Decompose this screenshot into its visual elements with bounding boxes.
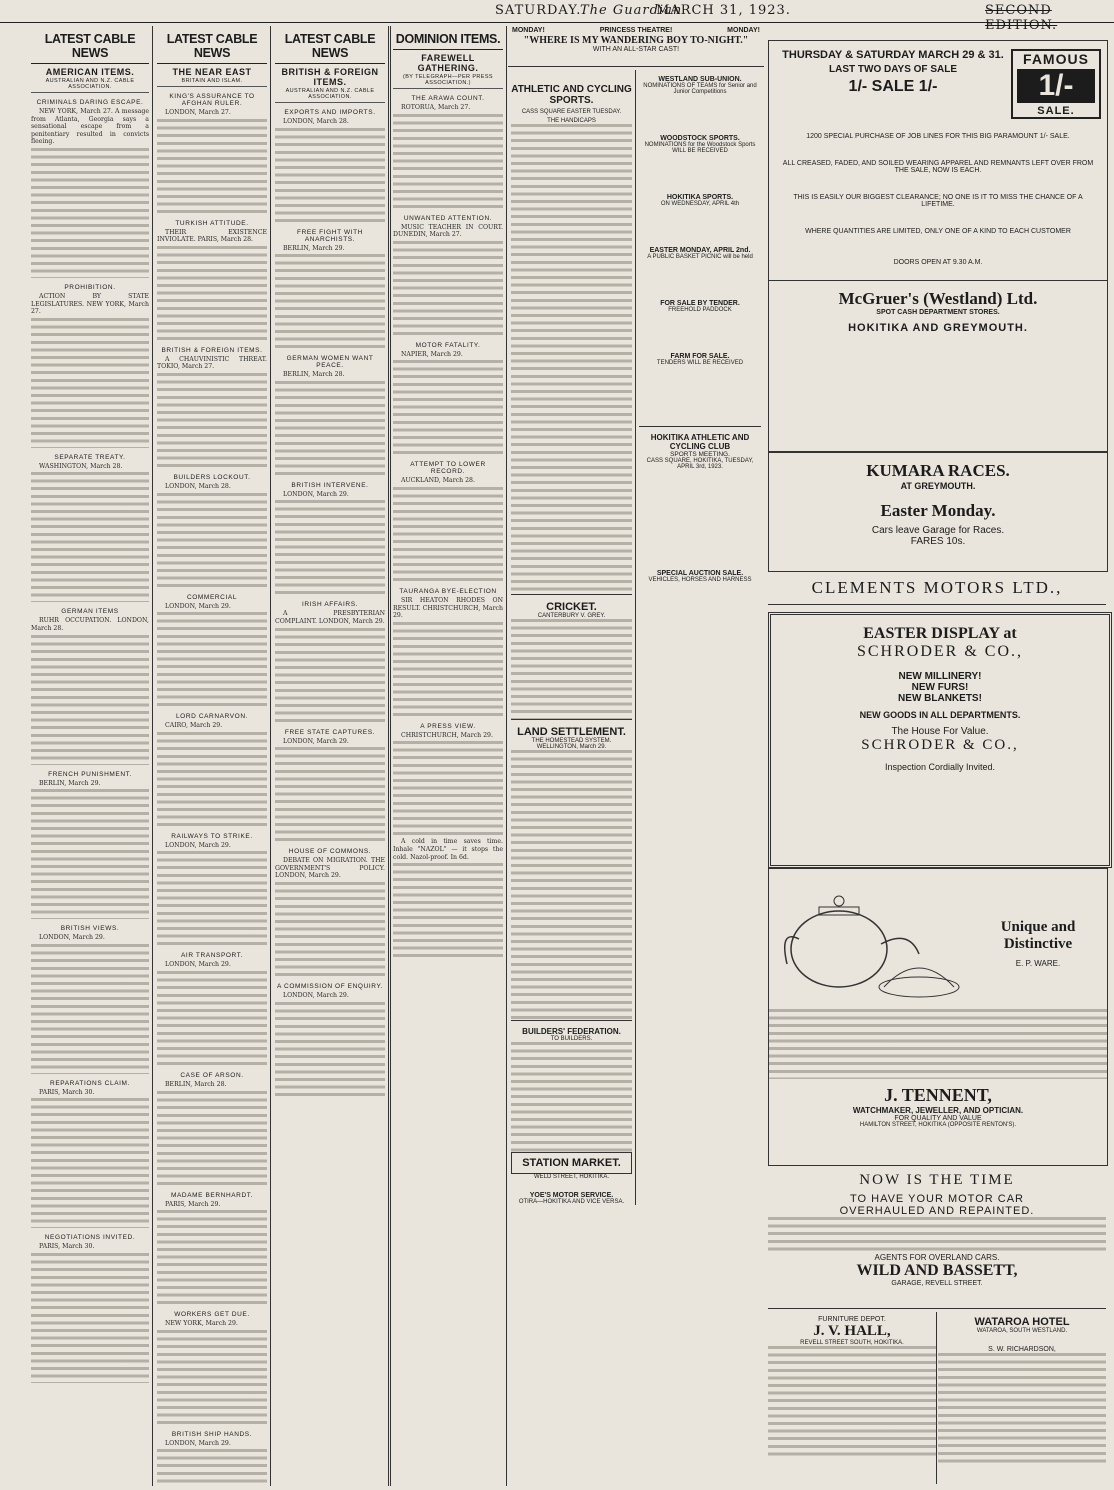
wild-garage: GARAGE, REVELL STREET. [891, 1280, 983, 1287]
athletic-ad-sub2: THE HANDICAPS [547, 118, 596, 124]
article-headline: CRIMINALS DARING ESCAPE. [36, 99, 144, 106]
article-dateline: NEW YORK, March 29. [165, 1320, 238, 1328]
sale-dates: THURSDAY & SATURDAY MARCH 29 & 31. [782, 49, 1004, 61]
article-body [157, 612, 267, 707]
news-column-2 [154, 26, 271, 1486]
cricket-title: CRICKET. [511, 594, 632, 613]
ep-ware: E. P. WARE. [1015, 959, 1061, 968]
article-body [157, 493, 267, 588]
tennent-trade: WATCHMAKER, JEWELLER, AND OPTICIAN. [852, 1106, 1024, 1115]
station-market-title: STATION MARKET. [511, 1152, 632, 1174]
column-masthead: LATEST CABLE NEWS [275, 26, 385, 64]
article-dateline: LONDON, March 29. [165, 1439, 231, 1447]
westland-title: WESTLAND SUB-UNION. [658, 76, 742, 83]
land-settlement-title: LAND SETTLEMENT. [511, 719, 632, 738]
motor-line1: TO HAVE YOUR MOTOR CAR [850, 1193, 1024, 1205]
westland-text: NOMINATIONS OF TEAMS for Senior and Junior Competitions [643, 83, 757, 95]
article-headline: MOTOR FATALITY. [415, 341, 481, 349]
publication-day: SATURDAY. [495, 3, 582, 18]
article-dateline: WASHINGTON, March 28. [39, 462, 123, 470]
article-body [157, 246, 267, 341]
kumara-day: Easter Monday. [880, 501, 996, 520]
article-dateline: CHRISTCHURCH, March 29. [401, 731, 493, 739]
motor-service-title: YOE'S MOTOR SERVICE. [529, 1192, 614, 1199]
article-dateline: PARIS, March 29. [165, 1200, 221, 1208]
article-dateline: PARIS, March 30. [39, 1243, 95, 1251]
article-body [31, 318, 149, 448]
builders-text: TO BUILDERS. [550, 1036, 593, 1042]
article-body [275, 747, 385, 842]
article-dateline: ACTION BY STATE LEGISLATURES. NEW YORK, March 27. [31, 292, 149, 316]
tennent-address: HAMILTON STREET, HOKITIKA (OPPOSITE RENTON'S). [859, 1122, 1017, 1128]
article-dateline: LONDON, March 29. [165, 841, 231, 849]
mcgruers-ad [768, 40, 1108, 452]
article-headline: IRISH AFFAIRS. [301, 601, 359, 609]
easter-monday-text: A PUBLIC BASKET PICNIC will be held [647, 254, 753, 260]
news-column-1 [28, 26, 153, 1486]
article-dateline: LONDON, March 29. [165, 602, 231, 610]
motor-service-text: OTIRA—HOKITIKA AND VICE VERSA. [518, 1199, 625, 1205]
article-headline: A COMMISSION OF ENQUIRY. [277, 982, 383, 990]
schroder-name: SCHRODER & CO., [856, 643, 1024, 660]
article-body [31, 635, 149, 765]
article-body [31, 472, 149, 602]
hokitika-athletic-title: HOKITIKA ATHLETIC AND CYCLING CLUB [639, 426, 761, 451]
wataroa-title: WATAROA HOTEL [974, 1316, 1070, 1328]
doors-open: DOORS OPEN AT 9.30 A.M. [893, 259, 983, 266]
news-column-3 [272, 26, 389, 1486]
article-headline: TURKISH ATTITUDE. [175, 219, 249, 227]
column-section: AMERICAN ITEMS. [45, 67, 135, 77]
inspection-invited: Inspection Cordially Invited. [884, 762, 996, 772]
article-dateline: BERLIN, March 29. [283, 244, 345, 252]
overland-agents: AGENTS FOR OVERLAND CARS. [874, 1253, 1000, 1262]
article-headline: BRITISH SHIP HANDS. [171, 1430, 253, 1438]
athletic-ad-sub: CASS SQUARE EASTER TUESDAY. [521, 109, 622, 115]
article-body [275, 628, 385, 723]
article-dateline: PARIS, March 30. [39, 1088, 95, 1096]
article-headline: UNWANTED ATTENTION. [403, 214, 493, 222]
wataroa-sub: WATAROA, SOUTH WESTLAND. [976, 1328, 1068, 1334]
builders-title: BUILDERS' FEDERATION. [511, 1020, 632, 1036]
motor-car-ad [768, 1168, 1106, 1309]
article-dateline: MUSIC TEACHER IN COURT. DUNEDIN, March 27. [393, 223, 503, 239]
film-subtitle: WITH AN ALL-STAR CAST! [592, 46, 680, 53]
hokitika-sports-text: ON WEDNESDAY, APRIL 4th [660, 201, 740, 207]
new-millinery: NEW MILLINERY! [898, 671, 982, 682]
article-headline: ATTEMPT TO LOWER RECORD. [410, 461, 486, 476]
house-for-value: The House For Value. [891, 726, 989, 737]
article-headline: CASE OF ARSON. [180, 1071, 244, 1079]
article-body [157, 851, 267, 946]
tennent-filler [769, 1009, 1107, 1079]
article-body [393, 863, 503, 958]
princess-theatre-ad [508, 26, 764, 67]
article-dateline: A PRESBYTERIAN COMPLAINT. LONDON, March 29. [275, 610, 385, 625]
article-headline: FRENCH PUNISHMENT. [48, 770, 132, 778]
article-dateline: NEW YORK, March 27. A message from Atlanta, Georgia says a sensational escape from a penitentiary resulted in convicts fleeing. [31, 108, 149, 146]
tennent-quality: FOR QUALITY AND VALUE [894, 1115, 982, 1122]
kumara-title: KUMARA RACES. [866, 461, 1010, 480]
article-body [275, 128, 385, 223]
article-body [275, 882, 385, 977]
article-headline: BRITISH INTERVENE. [291, 481, 369, 489]
clements-motors: CLEMENTS MOTORS LTD., [768, 572, 1106, 605]
column-section: FAREWELL GATHERING. [417, 53, 479, 73]
article-body [157, 373, 267, 468]
article-body [157, 971, 267, 1066]
wataroa-ad [938, 1312, 1106, 1484]
column-subsection: (BY TELEGRAPH—PER PRESS ASSOCIATION.) [393, 74, 503, 89]
now-is-the-time: NOW IS THE TIME [859, 1172, 1015, 1188]
article-body [393, 114, 503, 209]
article-dateline: NAPIER, March 29. [401, 350, 463, 358]
article-body [393, 622, 503, 717]
motor-line2: OVERHAULED AND REPAINTED. [839, 1205, 1035, 1217]
publication-date: MARCH 31, 1923. [656, 3, 791, 18]
article-dateline: BERLIN, March 28. [165, 1080, 227, 1088]
article-body [157, 119, 267, 214]
wataroa-name: S. W. RICHARDSON, [988, 1346, 1056, 1353]
article-body [393, 360, 503, 455]
news-column-4 [390, 26, 507, 1486]
hall-name: J. V. HALL, [813, 1323, 891, 1339]
article-dateline: BERLIN, March 28. [283, 371, 345, 379]
article-dateline: RUHR OCCUPATION. LONDON, March 28. [31, 617, 149, 632]
mcgruer-text3: THIS IS EASILY OUR BIGGEST CLEARANCE; NO ONE IS IT TO MISS THE CHANCE OF A LIFETIME. [793, 194, 1083, 208]
ads-column-left [508, 70, 764, 1484]
mcgruer-company: McGruer's (Westland) Ltd. [769, 280, 1107, 309]
hall-filler [768, 1346, 936, 1456]
article-headline: REPARATIONS CLAIM. [50, 1079, 130, 1087]
article-headline: MADAME BERNHARDT. [170, 1191, 254, 1199]
cricket-filler [511, 619, 632, 719]
article-dateline: THEIR EXISTENCE INVIOLATE. PARIS, March 28. [157, 228, 267, 244]
article-body [31, 148, 149, 278]
article-dateline: DEBATE ON MIGRATION. THE GOVERNMENT'S POLICY. LONDON, March 29. [275, 857, 385, 880]
article-headline: SEPARATE TREATY. [54, 453, 126, 461]
tennent-ad [768, 868, 1108, 1166]
article-headline: RAILWAYS TO STRIKE. [171, 832, 253, 840]
article-dateline: LONDON, March 29. [283, 490, 349, 498]
monday-left: MONDAY! [512, 27, 545, 34]
article-headline: GERMAN ITEMS [61, 608, 119, 616]
article-body [157, 1449, 267, 1486]
article-body [275, 254, 385, 349]
spot-cash: SPOT CASH DEPARTMENT STORES. [876, 309, 1000, 316]
article-headline: NEGOTIATIONS INVITED. [44, 1234, 136, 1242]
article-headline: HOUSE OF COMMONS. [288, 848, 372, 856]
column-subsection: AUSTRALIAN AND N.Z. CABLE ASSOCIATION. [31, 78, 149, 93]
newspaper-name: The Guardian [580, 3, 683, 18]
farm-title: FARM FOR SALE. [670, 353, 730, 360]
article-dateline: ROTORUA, March 27. [401, 104, 471, 111]
article-body [393, 741, 503, 836]
article-dateline: LONDON, March 29. [283, 737, 349, 745]
article-headline: FREE STATE CAPTURES. [284, 728, 376, 736]
article-headline: WORKERS GET DUE. [174, 1311, 250, 1319]
wild-bassett: WILD AND BASSETT, [856, 1262, 1018, 1279]
unique-distinctive: Unique and Distinctive [1000, 919, 1076, 952]
column-masthead: DOMINION ITEMS. [393, 26, 503, 50]
article-body [393, 241, 503, 336]
tender-title: FOR SALE BY TENDER. [660, 300, 740, 307]
article-body [157, 1091, 267, 1186]
tennent-name: J. TENNENT, [884, 1085, 992, 1105]
article-dateline: CAIRO, March 29. [165, 722, 223, 730]
edition-label: SECOND EDITION. [985, 3, 1058, 33]
princess-theatre: PRINCESS THEATRE! [599, 27, 673, 34]
article-body [275, 1002, 385, 1097]
builders-filler [511, 1042, 632, 1152]
furniture-depot: FURNITURE DEPOT. [818, 1316, 886, 1323]
article-headline: BRITISH VIEWS. [60, 925, 120, 933]
mcgruer-text1: 1200 SPECIAL PURCHASE OF JOB LINES FOR THIS BIG PARAMOUNT 1/- SALE. [806, 133, 1070, 140]
hall-ad [768, 1312, 937, 1484]
auction-text: VEHICLES, HORSES AND HARNESS [648, 577, 752, 583]
famous-price: 1/- [1017, 69, 1095, 103]
kumara-races-ad [768, 452, 1108, 572]
kumara-at: AT GREYMOUTH. [900, 481, 976, 491]
article-body [275, 381, 385, 476]
article-dateline: A cold in time saves time. Inhale "NAZOL" — it stops the cold. Nazol-proof. In 6d. [393, 838, 503, 861]
new-blankets: NEW BLANKETS! [898, 693, 982, 704]
column-subsection: AUSTRALIAN AND N.Z. CABLE ASSOCIATION. [275, 88, 385, 103]
article-headline: TAURANGA BYE-ELECTION [399, 587, 497, 595]
athletic-ad-title: ATHLETIC AND CYCLING SPORTS. [511, 84, 632, 106]
column-section: THE NEAR EAST [172, 67, 252, 77]
famous-sale: SALE. [1037, 105, 1075, 117]
woodstock-title: WOODSTOCK SPORTS. [660, 135, 740, 142]
easter-display: EASTER DISPLAY at [863, 625, 1017, 642]
silverware-illustration [769, 869, 969, 1009]
hall-address: REVELL STREET SOUTH, HOKITIKA. [800, 1340, 904, 1346]
column-section: BRITISH & FOREIGN ITEMS. [281, 67, 379, 87]
article-dateline: LONDON, March 27. [165, 109, 231, 116]
new-goods: NEW GOODS IN ALL DEPARTMENTS. [859, 710, 1021, 720]
article-headline: COMMERCIAL [186, 593, 238, 601]
last-two-days: LAST TWO DAYS OF SALE [829, 64, 957, 75]
article-headline: THE ARAWA COUNT. [411, 95, 485, 102]
land-settlement-text: THE HOMESTEAD SYSTEM. WELLINGTON, March 29. [531, 738, 612, 750]
article-body [31, 1253, 149, 1383]
article-headline: A PRESS VIEW. [420, 722, 476, 730]
new-furs: NEW FURS! [911, 682, 969, 693]
hokitika-athletic-sub: SPORTS MEETING. [670, 451, 730, 458]
schroder-ad [768, 612, 1112, 868]
article-body [31, 1098, 149, 1228]
article-headline: BRITISH & FOREIGN ITEMS. [161, 346, 263, 354]
article-body [275, 500, 385, 595]
mcgruer-towns: HOKITIKA AND GREYMOUTH. [848, 322, 1028, 334]
famous-label: FAMOUS [1023, 51, 1089, 67]
article-body [157, 732, 267, 827]
article-dateline: LONDON, March 29. [165, 961, 231, 969]
article-body [393, 487, 503, 582]
article-headline: KING'S ASSURANCE TO AFGHAN RULER. [169, 93, 255, 107]
column-masthead: LATEST CABLE NEWS [31, 26, 149, 64]
article-headline: GERMAN WOMEN WANT PEACE. [286, 355, 374, 370]
article-dateline: SIR HEATON RHODES ON RESULT. CHRISTCHURCH, March 29. [393, 596, 503, 620]
column-masthead: LATEST CABLE NEWS [157, 26, 267, 64]
article-headline: EXPORTS AND IMPORTS. [284, 109, 376, 116]
auction-title: SPECIAL AUCTION SALE. [656, 570, 744, 577]
monday-right: MONDAY! [727, 27, 760, 34]
article-dateline: BERLIN, March 29. [39, 779, 101, 787]
article-headline: BUILDERS LOCKOUT. [173, 473, 251, 481]
hokitika-athletic-text: CASS SQUARE, HOKITIKA, TUESDAY, APRIL 3rd, 1923. [646, 458, 754, 470]
station-market-text: WELD STREET, HOKITIKA. [533, 1174, 609, 1180]
article-dateline: LONDON, March 29. [39, 934, 105, 942]
sale-price: 1/- SALE 1/- [848, 78, 938, 95]
article-dateline: LONDON, March 29. [283, 991, 349, 999]
article-dateline: A CHAUVINISTIC THREAT. TOKIO, March 27. [157, 355, 267, 371]
woodstock-text: NOMINATIONS for the Woodstock Sports WILL BE RECEIVED [644, 142, 756, 154]
land-filler [511, 750, 632, 1020]
cricket-text: CANTERBURY V. GREY. [537, 613, 606, 619]
article-headline: AIR TRANSPORT. [181, 952, 243, 960]
farm-text: TENDERS WILL BE RECEIVED [656, 360, 744, 366]
column-subsection: BRITAIN AND ISLAM. [157, 78, 267, 87]
wataroa-filler [938, 1353, 1106, 1463]
mcgruer-text4: WHERE QUANTITIES ARE LIMITED, ONLY ONE OF A KIND TO EACH CUSTOMER [805, 228, 1071, 235]
tender-text: FREEHOLD PADDOCK [668, 307, 732, 313]
article-body [157, 1330, 267, 1425]
hokitika-sports-title: HOKITIKA SPORTS. [666, 194, 734, 201]
handicaps-filler [511, 124, 632, 594]
article-body [31, 789, 149, 919]
motor-filler [768, 1217, 1106, 1253]
article-dateline: AUCKLAND, March 28. [401, 477, 475, 485]
article-headline: FREE FIGHT WITH ANARCHISTS. [297, 228, 363, 243]
article-body [157, 1210, 267, 1305]
kumara-fares: FARES 10s. [910, 536, 966, 547]
mcgruer-text2: ALL CREASED, FADED, AND SOILED WEARING APPAREL AND REMNANTS LEFT OVER FROM THE SALE, NOW IS EACH. [782, 160, 1094, 174]
easter-monday-title: EASTER MONDAY, APRIL 2nd. [649, 247, 751, 254]
article-dateline: LONDON, March 28. [165, 482, 231, 490]
article-dateline: LONDON, March 28. [283, 118, 349, 125]
film-title: "WHERE IS MY WANDERING BOY TO-NIGHT." [523, 35, 749, 46]
article-body [31, 944, 149, 1074]
kumara-cars: Cars leave Garage for Races. [871, 525, 1005, 536]
article-headline: PROHIBITION. [64, 283, 116, 291]
article-headline: LORD CARNARVON. [175, 713, 249, 721]
schroder-name-2: SCHRODER & CO., [861, 737, 1019, 753]
